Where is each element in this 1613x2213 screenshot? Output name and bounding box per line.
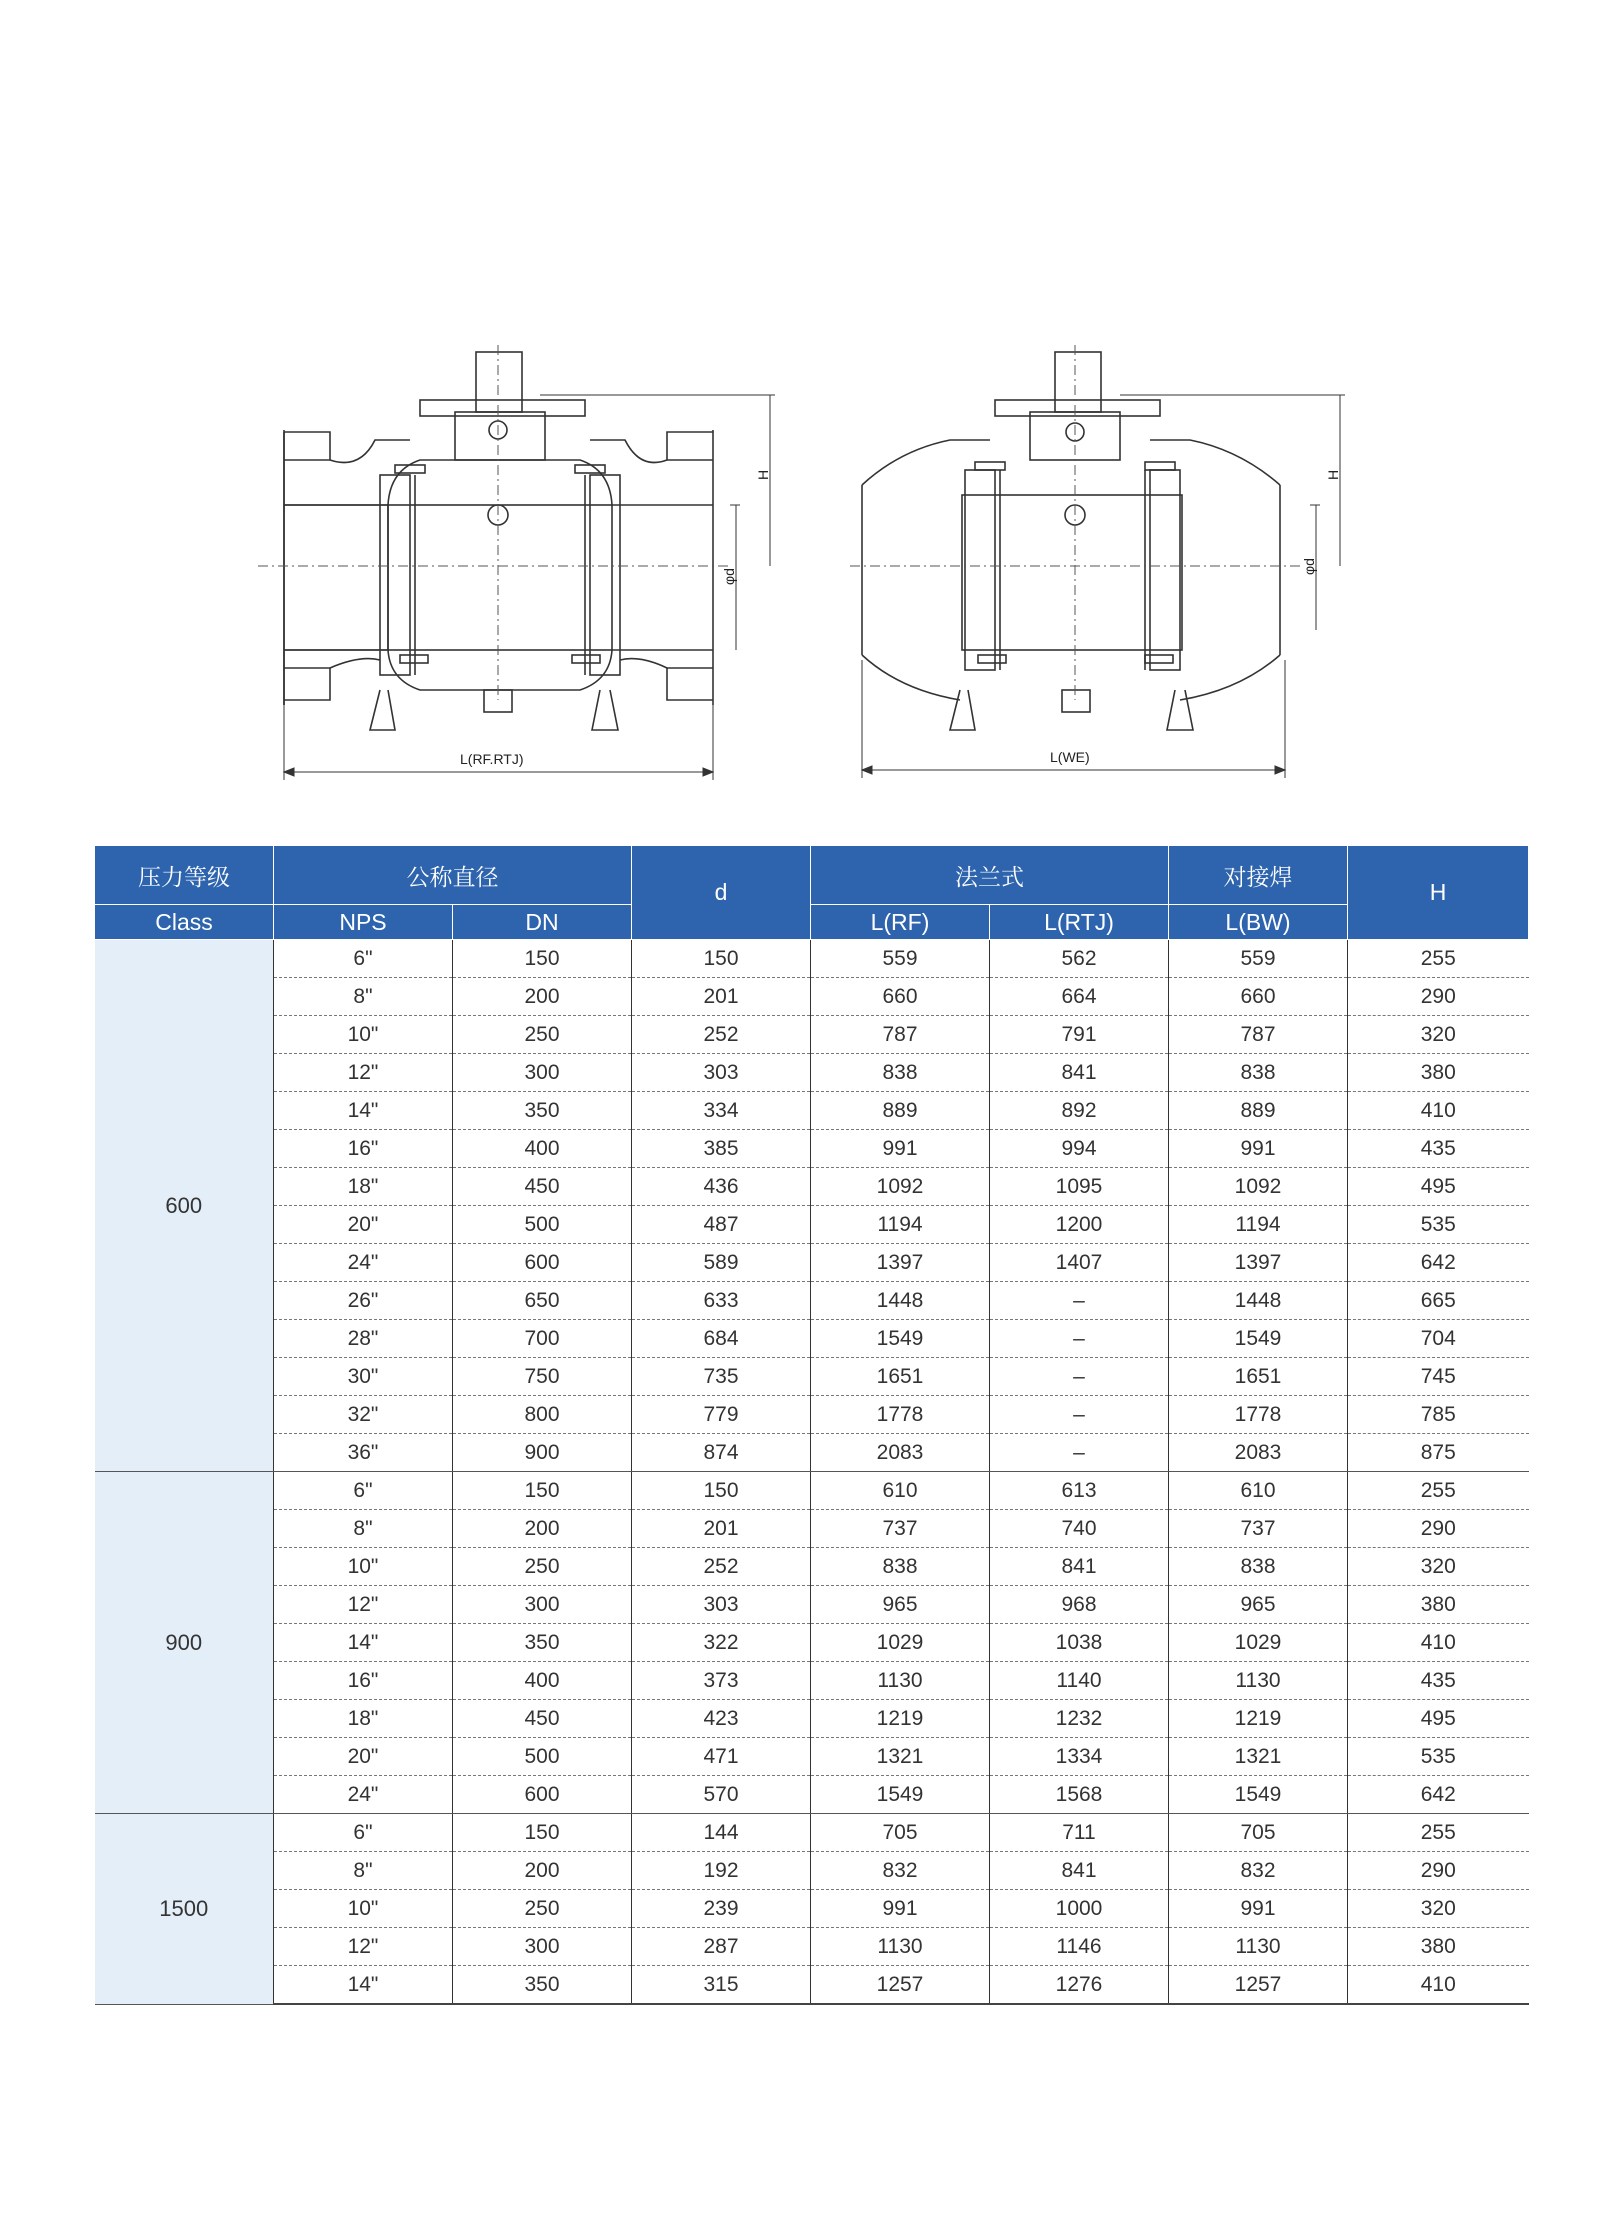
dn-cell: 450 [453,1700,632,1738]
l-rtj-cell: 1407 [990,1244,1169,1282]
h-cell: 290 [1348,1510,1529,1548]
nps-cell: 14" [274,1092,453,1130]
d-cell: 570 [632,1776,811,1814]
h-cell: 320 [1348,1890,1529,1928]
d-cell: 150 [632,1472,811,1510]
l-bw-cell: 965 [1169,1586,1348,1624]
dn-cell: 600 [453,1244,632,1282]
header-nps: NPS [274,905,453,940]
table-row [95,1054,1529,1092]
l-rf-cell: 1549 [811,1320,990,1358]
l-rf-cell: 610 [811,1472,990,1510]
l-rtj-cell: 1000 [990,1890,1169,1928]
l-rtj-cell: – [990,1282,1169,1320]
l-rf-cell: 991 [811,1890,990,1928]
d-cell: 436 [632,1168,811,1206]
table-row [95,1510,1529,1548]
dn-cell: 250 [453,1016,632,1054]
dn-cell: 600 [453,1776,632,1814]
l-rtj-cell: 841 [990,1054,1169,1092]
l-rtj-cell: 613 [990,1472,1169,1510]
table-row [95,1358,1529,1396]
nps-cell: 8" [274,1852,453,1890]
table-row [95,1016,1529,1054]
l-bw-cell: 660 [1169,978,1348,1016]
l-rtj-cell: – [990,1320,1169,1358]
l-rtj-cell: 1334 [990,1738,1169,1776]
nps-cell: 20" [274,1206,453,1244]
l-rf-cell: 1194 [811,1206,990,1244]
l-rf-cell: 1448 [811,1282,990,1320]
dn-cell: 800 [453,1396,632,1434]
table-row [95,1130,1529,1168]
table-row [95,1814,1529,1852]
nps-cell: 14" [274,1624,453,1662]
d-cell: 252 [632,1548,811,1586]
l-rtj-cell: 791 [990,1016,1169,1054]
l-rf-cell: 832 [811,1852,990,1890]
nps-cell: 36" [274,1434,453,1472]
h-cell: 785 [1348,1396,1529,1434]
h-cell: 290 [1348,978,1529,1016]
welded-dimensions [862,395,1345,778]
table-row [95,1852,1529,1890]
l-rf-cell: 737 [811,1510,990,1548]
dn-cell: 350 [453,1092,632,1130]
l-bw-cell: 1092 [1169,1168,1348,1206]
l-bw-cell: 889 [1169,1092,1348,1130]
d-cell: 322 [632,1624,811,1662]
l-rf-cell: 1778 [811,1396,990,1434]
h-cell: 435 [1348,1662,1529,1700]
l-bw-cell: 1778 [1169,1396,1348,1434]
dn-cell: 300 [453,1586,632,1624]
l-bw-cell: 787 [1169,1016,1348,1054]
class-cell: 1500 [95,1814,274,2005]
table-row [95,978,1529,1016]
l-bw-cell: 1549 [1169,1320,1348,1358]
dn-cell: 650 [453,1282,632,1320]
dn-cell: 300 [453,1928,632,1966]
l-rf-cell: 559 [811,940,990,978]
table-row [95,1206,1529,1244]
nps-cell: 6" [274,1472,453,1510]
h-cell: 255 [1348,940,1529,978]
l-rtj-cell: 740 [990,1510,1169,1548]
table-row [95,1396,1529,1434]
header-pressure-class: 压力等级 [95,846,274,905]
l-rf-cell: 838 [811,1548,990,1586]
d-cell: 633 [632,1282,811,1320]
nps-cell: 18" [274,1700,453,1738]
h-cell: 380 [1348,1928,1529,1966]
d-cell: 303 [632,1586,811,1624]
d-cell: 373 [632,1662,811,1700]
table-row [95,1548,1529,1586]
nps-cell: 20" [274,1738,453,1776]
nps-cell: 18" [274,1168,453,1206]
d-cell: 287 [632,1928,811,1966]
dn-cell: 200 [453,1852,632,1890]
h-cell: 495 [1348,1168,1529,1206]
l-bw-cell: 559 [1169,940,1348,978]
d-cell: 684 [632,1320,811,1358]
flanged-length-label: L(RF.RTJ) [460,751,524,767]
nps-cell: 8" [274,1510,453,1548]
header-l-rtj: L(RTJ) [990,905,1169,940]
nps-cell: 14" [274,1966,453,2005]
flanged-height-label: H [755,469,771,480]
nps-cell: 16" [274,1662,453,1700]
dn-cell: 300 [453,1054,632,1092]
flanged-centerlines [258,345,728,700]
nps-cell: 30" [274,1358,453,1396]
l-rtj-cell: 664 [990,978,1169,1016]
d-cell: 239 [632,1890,811,1928]
dn-cell: 150 [453,940,632,978]
d-cell: 150 [632,940,811,978]
d-cell: 487 [632,1206,811,1244]
dn-cell: 350 [453,1624,632,1662]
welded-length-label: L(WE) [1050,749,1090,765]
h-cell: 642 [1348,1244,1529,1282]
table-row [95,1776,1529,1814]
l-rtj-cell: 841 [990,1548,1169,1586]
l-rtj-cell: 1095 [990,1168,1169,1206]
table-body [95,940,1529,2005]
header-l-rf: L(RF) [811,905,990,940]
dn-cell: 150 [453,1472,632,1510]
dn-cell: 200 [453,978,632,1016]
l-bw-cell: 1029 [1169,1624,1348,1662]
class-cell: 600 [95,940,274,1472]
l-rf-cell: 1029 [811,1624,990,1662]
header-nominal-size: 公称直径 [274,846,632,905]
l-bw-cell: 1448 [1169,1282,1348,1320]
h-cell: 380 [1348,1054,1529,1092]
table-row [95,940,1529,978]
welded-bore-label: φd [1301,558,1317,575]
header-butt-weld: 对接焊 [1169,846,1348,905]
l-bw-cell: 1257 [1169,1966,1348,2005]
l-bw-cell: 1549 [1169,1776,1348,1814]
h-cell: 535 [1348,1738,1529,1776]
h-cell: 380 [1348,1586,1529,1624]
l-rf-cell: 1219 [811,1700,990,1738]
table-row [95,1092,1529,1130]
l-bw-cell: 2083 [1169,1434,1348,1472]
l-rtj-cell: 841 [990,1852,1169,1890]
d-cell: 201 [632,1510,811,1548]
l-rtj-cell: 1140 [990,1662,1169,1700]
l-bw-cell: 1397 [1169,1244,1348,1282]
table-row [95,1472,1529,1510]
d-cell: 334 [632,1092,811,1130]
d-cell: 779 [632,1396,811,1434]
nps-cell: 28" [274,1320,453,1358]
h-cell: 535 [1348,1206,1529,1244]
l-rf-cell: 965 [811,1586,990,1624]
d-cell: 252 [632,1016,811,1054]
l-bw-cell: 838 [1169,1054,1348,1092]
l-rtj-cell: 1276 [990,1966,1169,2005]
l-rtj-cell: 994 [990,1130,1169,1168]
welded-valve-drawing [862,352,1280,730]
h-cell: 410 [1348,1624,1529,1662]
table-row [95,1700,1529,1738]
l-rtj-cell: 892 [990,1092,1169,1130]
table-row [95,1282,1529,1320]
table-row [95,1586,1529,1624]
h-cell: 495 [1348,1700,1529,1738]
l-bw-cell: 1130 [1169,1662,1348,1700]
nps-cell: 32" [274,1396,453,1434]
l-bw-cell: 1651 [1169,1358,1348,1396]
table-row [95,1662,1529,1700]
l-rf-cell: 1651 [811,1358,990,1396]
d-cell: 144 [632,1814,811,1852]
l-bw-cell: 1219 [1169,1700,1348,1738]
l-rtj-cell: 1232 [990,1700,1169,1738]
nps-cell: 6" [274,940,453,978]
l-rtj-cell: 1568 [990,1776,1169,1814]
table-row [95,1624,1529,1662]
h-cell: 320 [1348,1016,1529,1054]
header-flanged: 法兰式 [811,846,1169,905]
l-bw-cell: 1194 [1169,1206,1348,1244]
l-rtj-cell: 711 [990,1814,1169,1852]
dn-cell: 250 [453,1890,632,1928]
dn-cell: 400 [453,1662,632,1700]
l-rf-cell: 660 [811,978,990,1016]
d-cell: 385 [632,1130,811,1168]
h-cell: 290 [1348,1852,1529,1890]
table-row [95,1890,1529,1928]
h-cell: 435 [1348,1130,1529,1168]
dn-cell: 500 [453,1206,632,1244]
l-bw-cell: 838 [1169,1548,1348,1586]
dn-cell: 250 [453,1548,632,1586]
h-cell: 704 [1348,1320,1529,1358]
l-rf-cell: 1549 [811,1776,990,1814]
h-cell: 875 [1348,1434,1529,1472]
table-row [95,1244,1529,1282]
d-cell: 315 [632,1966,811,2005]
l-rf-cell: 1321 [811,1738,990,1776]
l-bw-cell: 705 [1169,1814,1348,1852]
l-bw-cell: 991 [1169,1130,1348,1168]
dn-cell: 450 [453,1168,632,1206]
header-row-1 [95,846,1529,905]
flanged-dimensions [284,395,775,780]
nps-cell: 16" [274,1130,453,1168]
nps-cell: 10" [274,1548,453,1586]
h-cell: 642 [1348,1776,1529,1814]
d-cell: 303 [632,1054,811,1092]
valve-drawings [0,0,1613,820]
l-rf-cell: 1257 [811,1966,990,2005]
h-cell: 410 [1348,1966,1529,2005]
l-bw-cell: 991 [1169,1890,1348,1928]
l-rf-cell: 787 [811,1016,990,1054]
d-cell: 735 [632,1358,811,1396]
h-cell: 410 [1348,1092,1529,1130]
h-cell: 745 [1348,1358,1529,1396]
l-rf-cell: 1092 [811,1168,990,1206]
nps-cell: 10" [274,1890,453,1928]
l-rf-cell: 705 [811,1814,990,1852]
nps-cell: 24" [274,1244,453,1282]
d-cell: 589 [632,1244,811,1282]
l-bw-cell: 1321 [1169,1738,1348,1776]
l-rf-cell: 1397 [811,1244,990,1282]
nps-cell: 12" [274,1054,453,1092]
d-cell: 192 [632,1852,811,1890]
nps-cell: 6" [274,1814,453,1852]
l-rtj-cell: 1038 [990,1624,1169,1662]
h-cell: 255 [1348,1472,1529,1510]
nps-cell: 12" [274,1586,453,1624]
table-row [95,1738,1529,1776]
table-row [95,1168,1529,1206]
header-l-bw: L(BW) [1169,905,1348,940]
nps-cell: 10" [274,1016,453,1054]
welded-height-label: H [1325,469,1341,480]
dn-cell: 350 [453,1966,632,2005]
table-row [95,1434,1529,1472]
l-bw-cell: 610 [1169,1472,1348,1510]
class-cell: 900 [95,1472,274,1814]
l-rtj-cell: 968 [990,1586,1169,1624]
d-cell: 874 [632,1434,811,1472]
nps-cell: 8" [274,978,453,1016]
l-rf-cell: 2083 [811,1434,990,1472]
dn-cell: 200 [453,1510,632,1548]
table-row [95,1320,1529,1358]
l-rtj-cell: 1146 [990,1928,1169,1966]
l-bw-cell: 832 [1169,1852,1348,1890]
table-row [95,1928,1529,1966]
nps-cell: 26" [274,1282,453,1320]
header-d: d [632,846,811,940]
welded-centerlines [850,345,1300,700]
header-dn: DN [453,905,632,940]
l-bw-cell: 737 [1169,1510,1348,1548]
dn-cell: 700 [453,1320,632,1358]
l-rf-cell: 1130 [811,1662,990,1700]
header-h: H [1348,846,1529,940]
dn-cell: 900 [453,1434,632,1472]
l-rf-cell: 889 [811,1092,990,1130]
h-cell: 665 [1348,1282,1529,1320]
l-rf-cell: 838 [811,1054,990,1092]
l-rtj-cell: 1200 [990,1206,1169,1244]
dn-cell: 150 [453,1814,632,1852]
nps-cell: 24" [274,1776,453,1814]
d-cell: 423 [632,1700,811,1738]
h-cell: 320 [1348,1548,1529,1586]
h-cell: 255 [1348,1814,1529,1852]
dn-cell: 500 [453,1738,632,1776]
l-rf-cell: 1130 [811,1928,990,1966]
d-cell: 471 [632,1738,811,1776]
l-rtj-cell: 562 [990,940,1169,978]
dn-cell: 400 [453,1130,632,1168]
l-rtj-cell: – [990,1434,1169,1472]
l-rtj-cell: – [990,1358,1169,1396]
l-rf-cell: 991 [811,1130,990,1168]
dimension-table [94,845,1529,2005]
dn-cell: 750 [453,1358,632,1396]
l-bw-cell: 1130 [1169,1928,1348,1966]
nps-cell: 12" [274,1928,453,1966]
flanged-bore-label: φd [721,568,737,585]
l-rtj-cell: – [990,1396,1169,1434]
d-cell: 201 [632,978,811,1016]
header-row-2 [95,905,1529,940]
table-row [95,1966,1529,2005]
header-class: Class [95,905,274,940]
